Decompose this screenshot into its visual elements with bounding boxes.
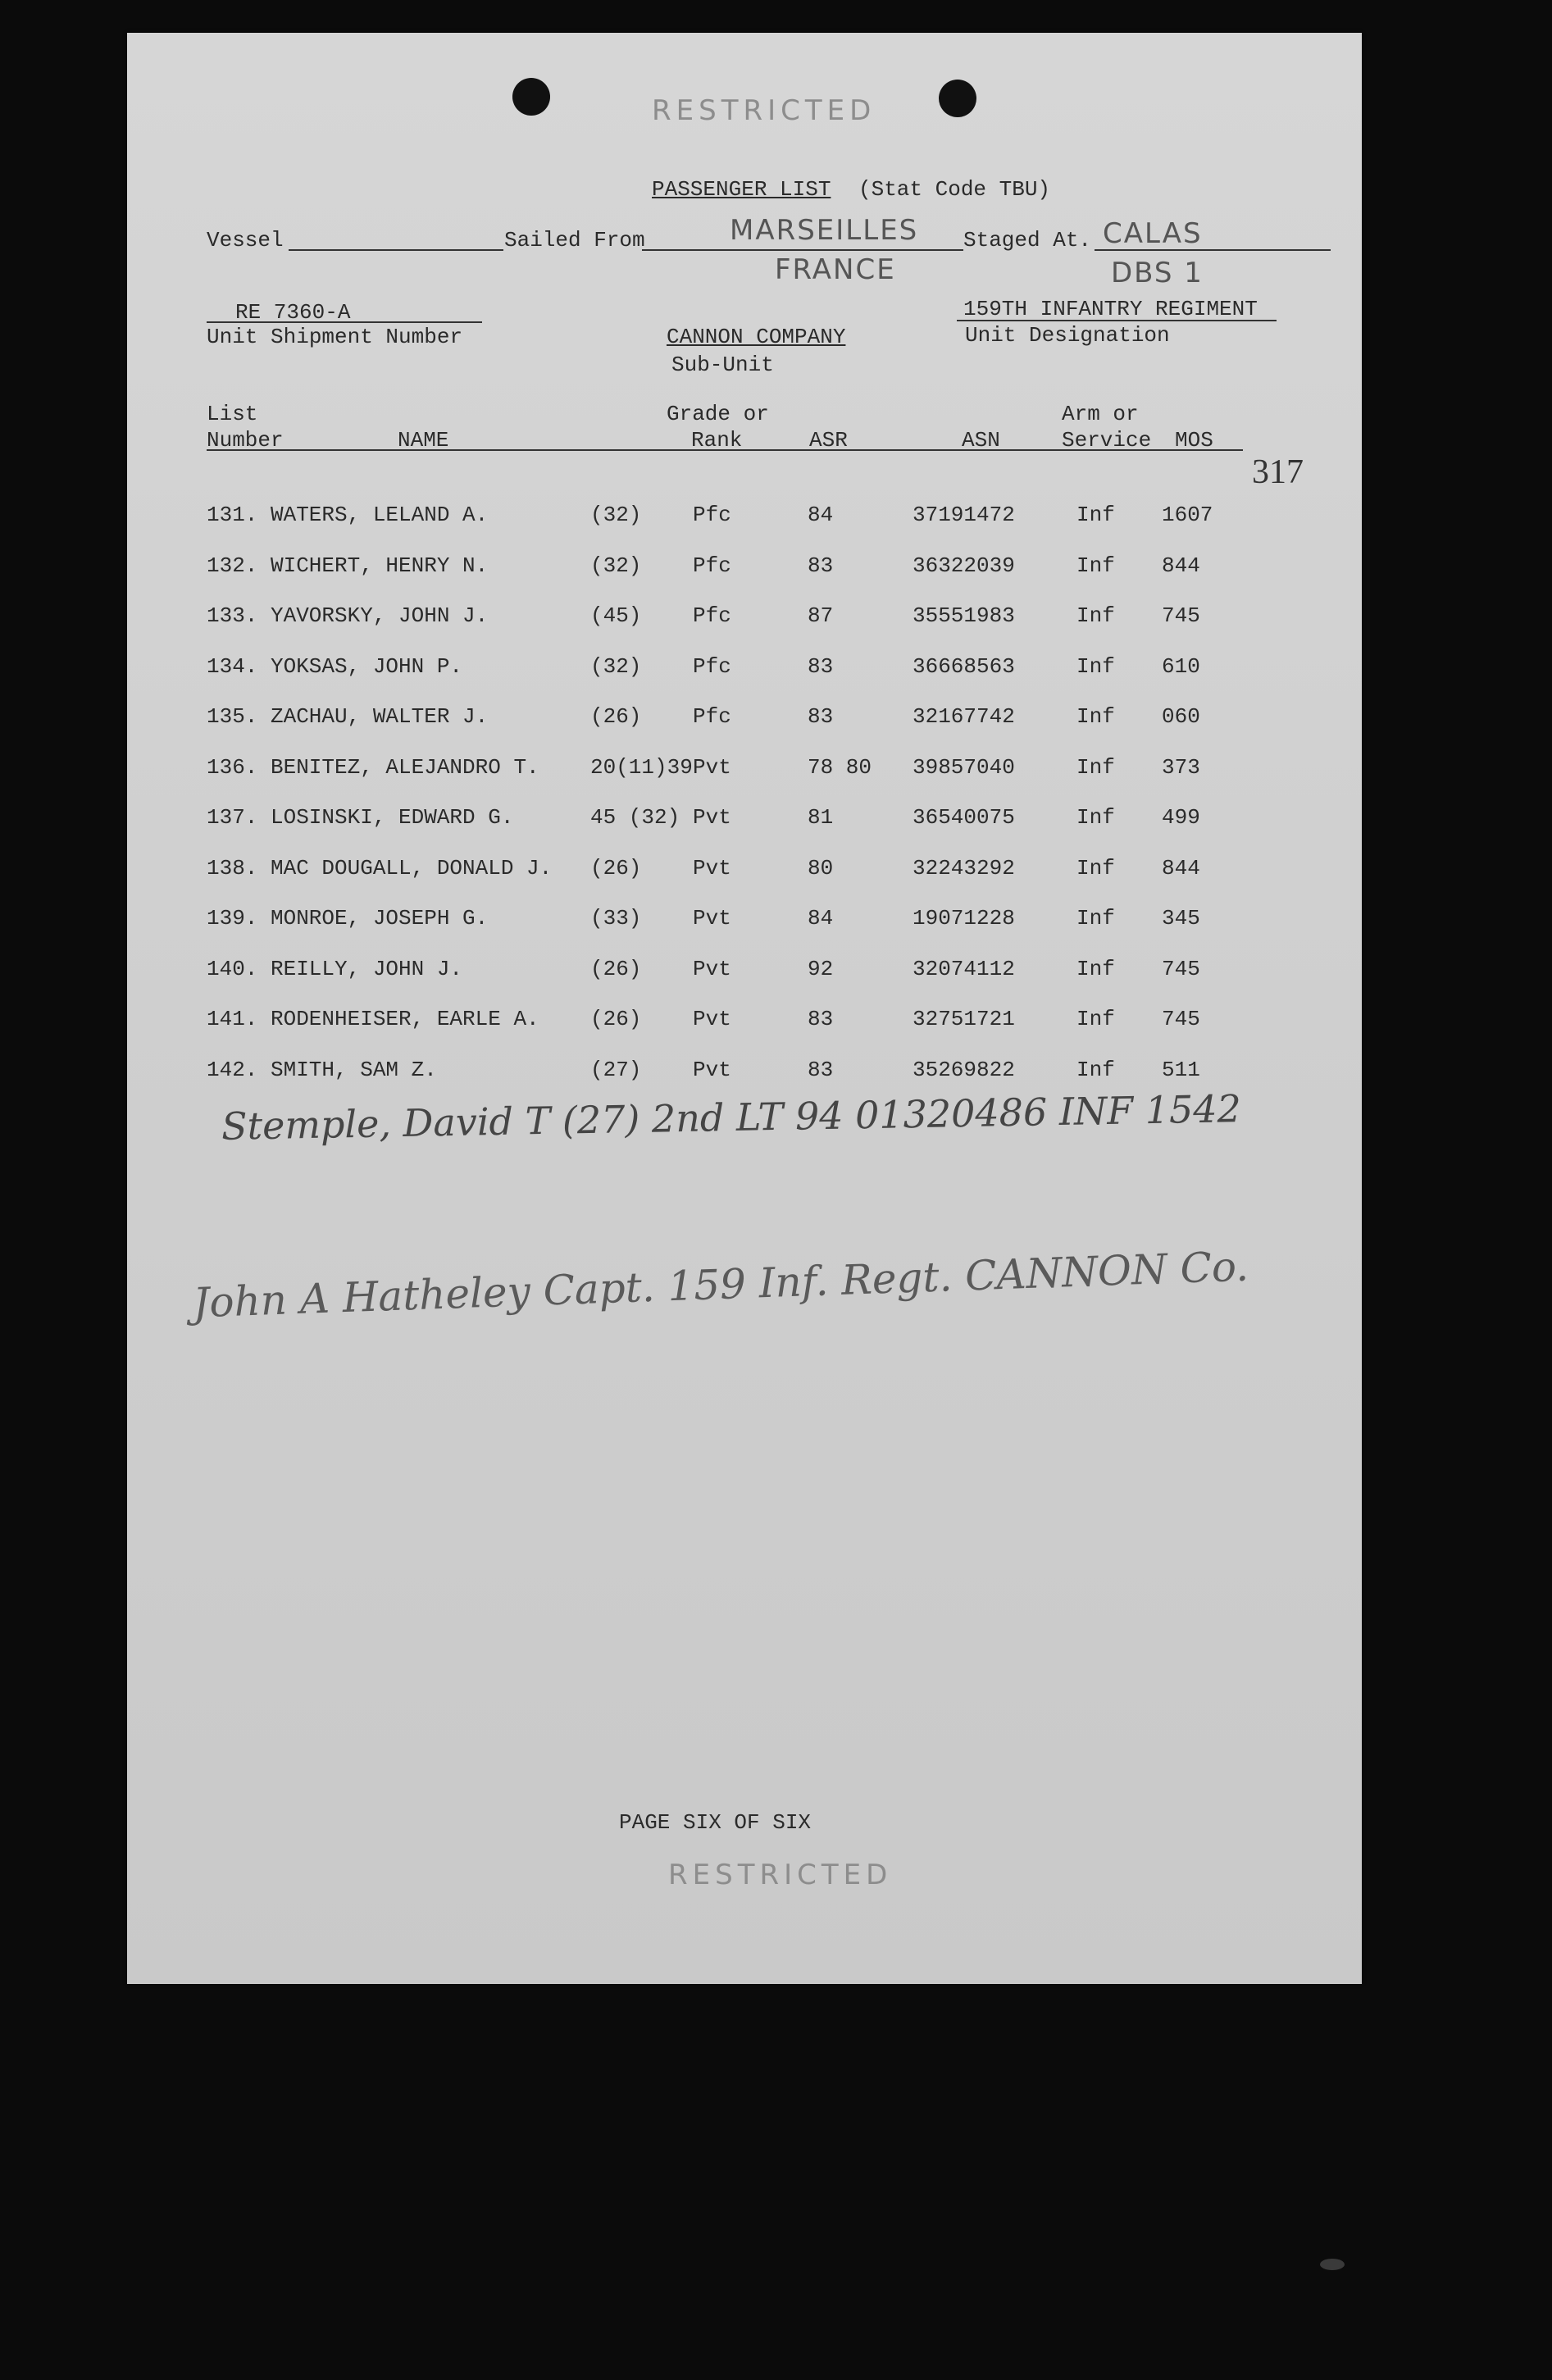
row-age: (32) xyxy=(590,553,642,578)
row-number: 131. xyxy=(207,503,258,527)
sailed-from-country: FRANCE xyxy=(775,253,896,286)
vessel-line xyxy=(289,249,503,251)
document-sheet xyxy=(127,33,1362,1984)
row-age: (26) xyxy=(590,956,642,981)
sailed-from-line xyxy=(642,249,963,251)
row-rank: Pvt xyxy=(693,805,731,830)
row-rank: Pvt xyxy=(693,1007,731,1031)
staged-at-label: Staged At. xyxy=(963,228,1092,253)
signature: John A Hatheley Capt. 159 Inf. Regt. CANNON Co. xyxy=(192,1242,1249,1327)
handwritten-entry: Stemple, David T (27) 2nd LT 94 01320486 INF 1542 xyxy=(221,1086,1242,1149)
row-asn: 39857040 xyxy=(913,754,1015,780)
row-asn: 35269822 xyxy=(913,1057,1015,1082)
row-asr: 92 xyxy=(808,956,834,981)
punch-hole-right xyxy=(939,80,976,117)
row-age: 45 (32) xyxy=(590,805,680,830)
row-name: WICHERT, HENRY N. xyxy=(271,553,489,578)
row-rank: Pvt xyxy=(693,754,731,780)
row-name: YAVORSKY, JOHN J. xyxy=(271,603,489,628)
row-mos: 610 xyxy=(1162,653,1200,679)
row-asr: 83 xyxy=(808,704,834,729)
row-asn: 32167742 xyxy=(913,704,1015,729)
row-mos: 499 xyxy=(1162,805,1200,830)
row-mos: 745 xyxy=(1162,1007,1200,1031)
col-mos: MOS xyxy=(1175,428,1213,453)
row-arm: Inf xyxy=(1076,653,1115,679)
row-number: 132. xyxy=(207,553,258,578)
unit-designation-label: Unit Designation xyxy=(965,323,1170,348)
restricted-stamp-top: RESTRICTED xyxy=(652,94,876,127)
row-name: LOSINSKI, EDWARD G. xyxy=(271,805,514,830)
sailed-from-label: Sailed From xyxy=(504,228,645,253)
row-number: 133. xyxy=(207,603,258,628)
col-arm-2: Service xyxy=(1062,428,1152,453)
row-asn: 32751721 xyxy=(913,1007,1015,1031)
row-asn: 32074112 xyxy=(913,956,1015,981)
restricted-stamp-bottom: RESTRICTED xyxy=(668,1859,893,1891)
shipment-number-label: Unit Shipment Number xyxy=(207,325,463,349)
row-arm: Inf xyxy=(1076,1057,1115,1082)
document-title: PASSENGER LIST xyxy=(652,177,831,202)
row-number: 140. xyxy=(207,956,258,981)
row-rank: Pvt xyxy=(693,1057,731,1082)
row-arm: Inf xyxy=(1076,956,1115,981)
row-mos: 373 xyxy=(1162,754,1200,780)
row-name: SMITH, SAM Z. xyxy=(271,1057,437,1082)
row-age: (27) xyxy=(590,1057,642,1082)
row-arm: Inf xyxy=(1076,603,1115,628)
col-grade-1: Grade or xyxy=(667,402,769,426)
row-rank: Pfc xyxy=(693,704,731,729)
row-rank: Pvt xyxy=(693,956,731,981)
row-asn: 36668563 xyxy=(913,653,1015,679)
row-mos: 511 xyxy=(1162,1057,1200,1082)
row-asn: 37191472 xyxy=(913,503,1015,527)
row-age: (32) xyxy=(590,503,642,527)
row-number: 139. xyxy=(207,906,258,931)
row-number: 138. xyxy=(207,855,258,881)
row-asr: 84 xyxy=(808,503,834,527)
row-asr: 83 xyxy=(808,653,834,679)
row-age: (26) xyxy=(590,704,642,729)
col-grade-2: Rank xyxy=(691,428,743,453)
row-arm: Inf xyxy=(1076,503,1115,527)
vessel-label: Vessel xyxy=(207,228,284,253)
col-list-number-2: Number xyxy=(207,428,284,453)
row-name: ZACHAU, WALTER J. xyxy=(271,704,489,729)
shipment-number-line xyxy=(207,321,482,323)
row-rank: Pfc xyxy=(693,603,731,628)
row-mos: 1607 xyxy=(1162,503,1213,527)
row-arm: Inf xyxy=(1076,1007,1115,1031)
staged-at-value: CALAS xyxy=(1103,217,1203,250)
row-number: 135. xyxy=(207,704,258,729)
row-asr: 81 xyxy=(808,805,834,830)
scan-speck xyxy=(1320,2259,1345,2270)
staged-at-designation: DBS 1 xyxy=(1111,257,1204,289)
row-mos: 345 xyxy=(1162,906,1200,931)
row-asn: 35551983 xyxy=(913,603,1015,628)
row-asr: 84 xyxy=(808,906,834,931)
row-name: MONROE, JOSEPH G. xyxy=(271,906,489,931)
row-number: 136. xyxy=(207,754,258,780)
row-age: 20(11)39 xyxy=(590,754,693,780)
row-number: 134. xyxy=(207,653,258,679)
row-arm: Inf xyxy=(1076,553,1115,578)
row-age: (26) xyxy=(590,855,642,881)
row-name: WATERS, LELAND A. xyxy=(271,503,489,527)
row-asr: 83 xyxy=(808,1007,834,1031)
row-asn: 36322039 xyxy=(913,553,1015,578)
row-name: MAC DOUGALL, DONALD J. xyxy=(271,855,553,881)
row-mos: 844 xyxy=(1162,553,1200,578)
row-mos: 745 xyxy=(1162,603,1200,628)
row-asr: 83 xyxy=(808,553,834,578)
row-arm: Inf xyxy=(1076,805,1115,830)
row-arm: Inf xyxy=(1076,704,1115,729)
header-rule xyxy=(207,449,1243,451)
punch-hole-left xyxy=(512,78,550,116)
row-rank: Pvt xyxy=(693,855,731,881)
row-age: (33) xyxy=(590,906,642,931)
unit-designation-line xyxy=(957,320,1277,321)
row-arm: Inf xyxy=(1076,855,1115,881)
row-mos: 060 xyxy=(1162,704,1200,729)
stat-code: (Stat Code TBU) xyxy=(858,177,1051,202)
unit-designation-value: 159TH INFANTRY REGIMENT xyxy=(963,297,1258,321)
page-count: PAGE SIX OF SIX xyxy=(619,1810,812,1835)
row-rank: Pfc xyxy=(693,653,731,679)
row-asn: 32243292 xyxy=(913,855,1015,881)
col-asr: ASR xyxy=(809,428,848,453)
row-number: 141. xyxy=(207,1007,258,1031)
row-number: 137. xyxy=(207,805,258,830)
row-asr: 83 xyxy=(808,1057,834,1082)
row-arm: Inf xyxy=(1076,754,1115,780)
col-arm-1: Arm or xyxy=(1062,402,1139,426)
row-name: REILLY, JOHN J. xyxy=(271,956,463,981)
row-age: (45) xyxy=(590,603,642,628)
row-asn: 19071228 xyxy=(913,906,1015,931)
row-mos: 844 xyxy=(1162,855,1200,881)
shipment-number-value: RE 7360-A xyxy=(235,300,351,325)
col-name: NAME xyxy=(398,428,449,453)
row-age: (32) xyxy=(590,653,642,679)
sub-unit-label: Sub-Unit xyxy=(671,353,774,377)
page-mark: 317 xyxy=(1252,453,1304,491)
sub-unit-value: CANNON COMPANY xyxy=(667,325,846,349)
row-age: (26) xyxy=(590,1007,642,1031)
sailed-from-value: MARSEILLES xyxy=(730,214,919,247)
col-asn: ASN xyxy=(962,428,1000,453)
col-list-number-1: List xyxy=(207,402,258,426)
row-asn: 36540075 xyxy=(913,805,1015,830)
row-mos: 745 xyxy=(1162,956,1200,981)
row-rank: Pfc xyxy=(693,553,731,578)
row-name: RODENHEISER, EARLE A. xyxy=(271,1007,539,1031)
row-asr: 87 xyxy=(808,603,834,628)
row-rank: Pvt xyxy=(693,906,731,931)
row-rank: Pfc xyxy=(693,503,731,527)
row-name: BENITEZ, ALEJANDRO T. xyxy=(271,754,539,780)
row-number: 142. xyxy=(207,1057,258,1082)
row-name: YOKSAS, JOHN P. xyxy=(271,653,463,679)
row-asr: 78 80 xyxy=(808,754,872,780)
row-asr: 80 xyxy=(808,855,834,881)
row-arm: Inf xyxy=(1076,906,1115,931)
